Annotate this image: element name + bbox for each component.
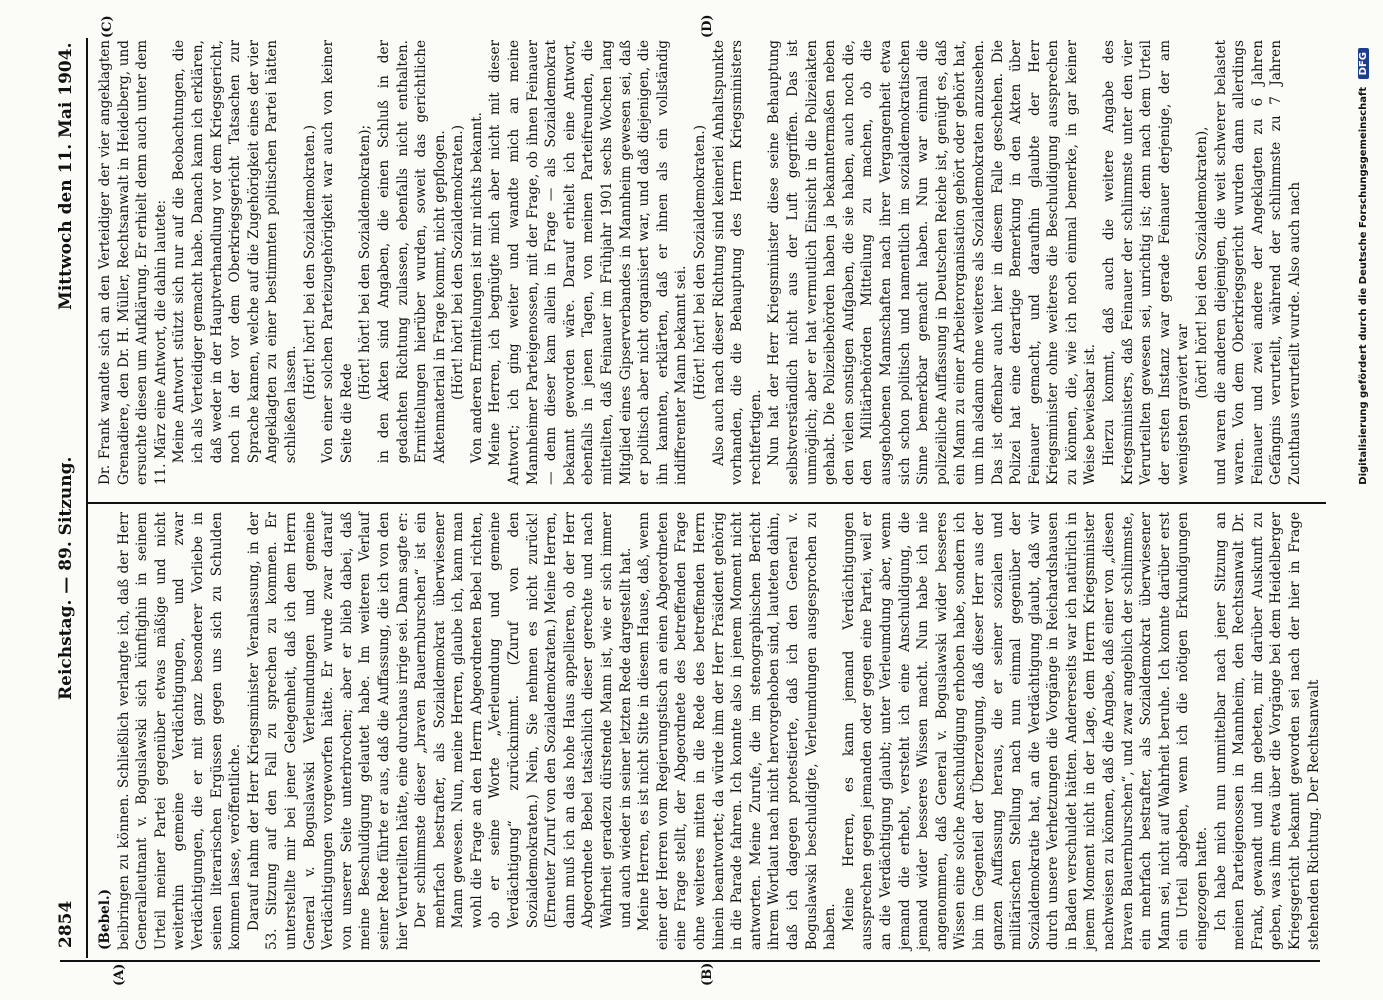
interjection: (Hört! hört! bei den Sozialdemokraten.) [450, 125, 467, 401]
margin-mark-b: (B) [700, 962, 715, 986]
column-divider [86, 502, 1326, 504]
interjection: (Hört! hört! bei den Sozialdemokraten); [357, 124, 374, 401]
paragraph: Ich habe mich nun unmittelbar nach jener Sitzung an meinen Parteigenossen in Mannheim, den Rechtsanwalt Dr. Frank, gewandt und ihn gebeten, mir darüber Auskunft zu geben, was ihm etwa über die Vorgänge bei dem Heidelberger Kriegsgericht bekannt geworden sei nach der hier in Frage stehenden Richtung. Der Rechtsanwalt [1212, 512, 1322, 950]
speaker-label: (Bebel.) [97, 888, 113, 950]
paragraph: Darauf nahm der Herr Kriegsminister Veranlassung, in der 53. Sitzung auf den Fall zu sprechen zu kommen. Er unterstellte mir bei jener Gelegenheit, daß ich dem Herrn General v. Boguslawski Verleumdungen und gemeine Verdächtigungen vorgeworfen hätte. Er wurde zwar darauf von unserer Seite unterbrochen; aber er blieb dabei, daß meine Beschuldigung gelautet habe. Im weiteren Verlauf seiner Rede führte er aus, daß die Auffassung, die ich von den hier Verurteilten hätte, eine durchaus irrige sei. Dann sagte er: [245, 512, 411, 950]
interjection: (Hört! hört! bei den Sozialdemokraten.) [692, 125, 708, 401]
interjection: (Hört! hört! bei den Sozialdemokraten.) [301, 125, 318, 401]
quoted-paragraph: Der schlimmste dieser „braven Bauernburschen“ ist ein mehrfach bestrafter, als Sozialdemokrat überwiesener Mann gewesen. Nun, meine Herren, glaube ich, kann man wohl die Frage an den Herrn Abgeordneten Bebel richten, ob er seine Worte „Verleumdung und gemeine Verdächtigung“ zurücknimmt. (Zuruf von den Sozialdemokraten.) Nein, Sie nehmen es nicht zurück! (Erneuter Zuruf von den Sozialdemokraten.) Meine Herren, dann muß ich an das hohe Haus appellieren, ob der Herr Abgeordnete Bebel tatsächlich dieser gerechte und nach Wahrheit geradezu dürstende Mann ist, wie er sich immer und auch wieder in seiner letzten Rede dargestellt hat. [413, 512, 634, 929]
margin-mark-d: (D) [700, 14, 715, 38]
paragraph: Meine Herren, ich begnügte mich aber nicht mit dieser Antwort; ich ging weiter und wandte mich an meine Mannheimer Parteigenossen, mit der Frage, ob ihnen Feinauer — denn dieser kam allein in Frage — als Sozialdemokrat bekannt geworden wäre. Darauf erhielt ich eine Antwort, ebenfalls in jenen Tagen, von meinen Parteifreunden, die mitteilten, daß Feinauer im Frühjahr 1901 sechs Wochen lang Mitglied eines Gipserverbandes in Mannheim gewesen sei, daß er politisch aber nicht organisiert war, und daß diejenigen, die ihn kannten, erklärten, daß er ihnen als ein vollständig indifferenter Mann bekannt sei. [487, 40, 690, 485]
page-number: 2854 [56, 900, 76, 948]
quoted-paragraph: Von anderen Ermittelungen ist mir nichts bekannt. [468, 112, 485, 464]
quoted-paragraph: Von einer solchen Parteizugehörigkeit war auch von keiner Seite die Rede [320, 40, 355, 464]
right-running-title: Mittwoch den 11. Mai 1904. [56, 42, 76, 310]
left-running-title: Reichstag. — 89. Sitzung. [56, 456, 76, 700]
digitization-credit [1358, 48, 1369, 485]
margin-mark-c: (C) [100, 15, 115, 38]
quoted-paragraph: in den Akten sind Angaben, die einen Schluß in der gedachten Richtung zulassen, ebenfalls nicht enthalten. Ermittelungen hierüber wurden, soweit das gerichtliche Aktenmaterial in Frage kommt, nicht gepflogen. [375, 40, 448, 464]
dfg-logo: DFG [1358, 48, 1369, 79]
interjection: (hört! hört! bei den Sozialdemokraten), [1194, 126, 1211, 399]
header-rule [86, 38, 88, 958]
paragraph: Nun hat der Herr Kriegsminister diese seine Behauptung selbstverständlich nicht aus der Luft gegriffen. Das ist unmöglich; aber er hat vermutlich Einsicht in die Polizeiakten gehabt. Die Polizeibehörden haben ja bekanntermaßen neben den vielen sonstigen Aufgaben, die sie haben, auch noch die, den Militärbehörden Mitteilung zu machen, ob die ausgehobenen Mannschaften nach ihrer Vergangenheit etwa sich schon politisch und namentlich im sozialdemokratischen Sinne bemerkbar gemacht haben. Nun war einmal die polizeiliche Auffassung in Deutschen Reiche ist, genügt es, daß ein Mann zu einer Arbeiterorganisation gehört oder gehört hat, um ihn alsdann ohne weiteres als Sozialdemokraten anzusehen. Das ist offenbar auch hier in diesem Falle geschehen. Die Polizei hat eine derartige Bemerkung in den Akten über Feinauer gemacht, und daraufhin glaubte der Herr Kriegsminister ohne weiteres die Beschuldigung aussprechen zu können, die, wie ich noch einmal bemerke, in gar keiner Weise bewiesbar ist. [766, 40, 1099, 485]
page-header [50, 0, 80, 1000]
paragraph: Also auch nach dieser Richtung sind keinerlei Anhaltspunkte vorhanden, die die Behauptung des Herrn Kriegsministers rechtfertigen. [710, 40, 764, 485]
quoted-paragraph: Meine Antwort stützt sich nur auf die Beobachtungen, die ich als Verteidiger gemacht habe. Danach kann ich erklären, daß weder in der Hauptverhandlung vor dem Kriegsgericht, noch in der vor dem Oberkriegsgericht Tatsachen zur Sprache kamen, welche auf die Zugehörigkeit eines der vier Angeklagten zu einer bestimmten politischen Partei hätten schließen lassen. [171, 40, 299, 464]
paragraph: Meine Herren, es kann jemand Verdächtigungen aussprechen gegen jemanden oder gegen eine Partei, weil er an die Verdächtigung glaubt; unter Verleumdung aber, wenn jemand die erhebt, versteht ich eine Anschuldigung, die jemand wider besseres Wissen macht. Nun habe ich nie angenommen, daß General v. Boguslawski wider besseres Wissen eine solche Anschuldigung erhoben habe, sondern ich bin im Gegenteil der Überzeugung, daß dieser Herr aus der ganzen Auffassung heraus, die er seiner sozialen und militärischen Stellung nach nun einmal gegenüber der Sozialdemokratie hat, an die Verdächtigung glaubt, daß wir durch unsere Verhetzungen die Vorgänge in Reichardshausen in Baden verschuldet hätten. Andererseits war ich natürlich in jenem Moment nicht in der Lage, dem Herrn Kriegsminister nachweisen zu können, daß die Angabe, daß einer von „diesen braven Bauernburschen“, und zwar angeblich der schlimmste, ein mehrfach bestrafter, als Sozialdemokrat überwiesener Mann sei, nicht auf Wahrheit beruhe. Ich konnte darüber erst ein Urteil abgeben, wenn ich die nötigen Erkundigungen eingezogen hatte. [840, 512, 1211, 950]
left-border-rule [60, 960, 1320, 962]
paragraph: Hierzu kommt, daß auch die weitere Angabe des Kriegsministers, daß Feinauer der schlimmste unter den vier Verurteilten gewesen sei, unrichtig ist; denn nach dem Urteil der ersten Instanz war gerade Feinauer derjenige, der am wenigsten graviert war [1101, 40, 1192, 485]
paragraph: Meine Herren, es ist nicht Sitte in diesem Hause, daß, wenn einer der Herren vom Regierungstisch an einen Abgeordneten eine Frage stellt, der Abgeordnete des betreffenden Frage ohne weiteres mitten in die Rede des betreffenden Herrn hinein beantwortet; da würde ihm der Herr Präsident gehörig in die Parade fahren. Ich konnte also in jenem Moment nicht antworten. Meine Zurufe, die im stenographischen Bericht ihrem Wortlaut nach nicht hervorgehoben sind, lauteten dahin, daß ich dagegen protestierte, daß ich den General v. Boguslawski beschuldigte, Verleumdungen ausgesprochen zu haben. [636, 512, 839, 950]
credit-text: Digitalisierung gefördert durch die Deutsche Forschungsgemeinschaft [1358, 86, 1369, 485]
paragraph: und waren die anderen diejenigen, die weit schwerer belastet waren. Von dem Oberkriegsgericht wurden dann allerdings Feinauer und zwei andere der Angeklagten zu 6 Jahren Gefängnis verurteilt, während der schlimmste zu 7 Jahren Zuchthaus verurteilt wurde. Also auch nach [1212, 40, 1303, 485]
margin-mark-a: (A) [112, 963, 127, 986]
paragraph: Dr. Frank wandte sich an den Verteidiger der vier angeklagten Grenadiere, den Dr. H. Müller, Rechtsanwalt in Heidelberg, und ersuchte diesen um Aufklärung. Er erhielt denn auch unter dem 11. März eine Antwort, die dahin lautete: [97, 40, 169, 485]
paragraph: beibringen zu können. Schließlich verlangte ich, daß der Herr Generalleutnant v. Boguslawski sich künftighin in seinem Urteil meiner Partei gegenüber etwas mäßige und nicht weiterhin gemeine Verdächtigungen, und zwar Verdächtigungen, die er mit ganz besonderer Vorliebe in seinen literarischen Ergüssen gegen uns sich zu Schulden kommen lasse, veröffentliche. [115, 512, 244, 950]
right-column [96, 40, 1305, 485]
left-column [96, 512, 1323, 950]
